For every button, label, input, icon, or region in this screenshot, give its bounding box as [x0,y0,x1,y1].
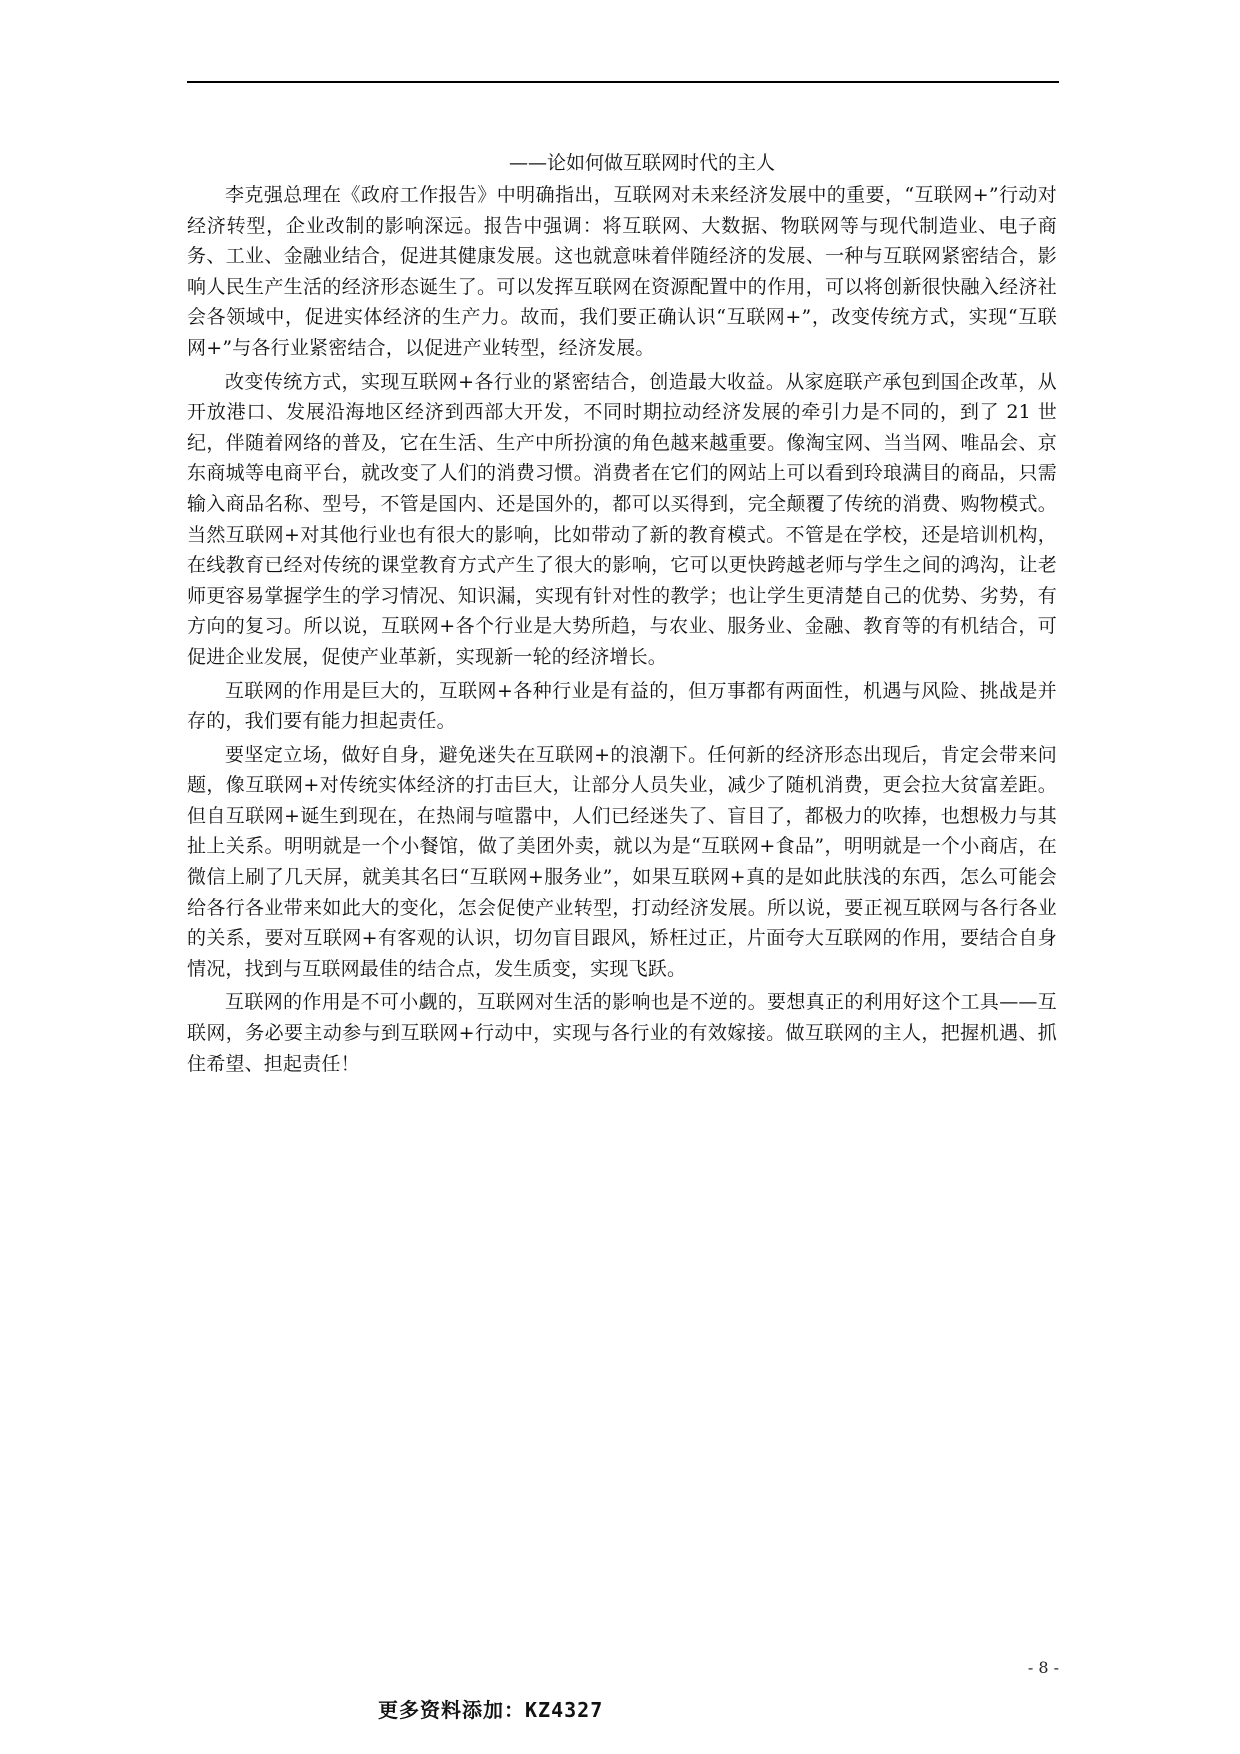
paragraph-2: 改变传统方式，实现互联网+各行业的紧密结合，创造最大收益。从家庭联产承包到国企改革，从开放港口、发展沿海地区经济到西部大开发，不同时期拉动经济发展的牵引力是不同的，到了 21 世纪，伴随着网络的普及，它在生活、生产中所扮演的角色越来越重要。像淘宝网、当当网、唯品会、京东商城等电商平台，就改变了人们的消费习惯。消费者在它们的网站上可以看到玲琅满目的商品，只需输入商品名称、型号，不管是国内、还是国外的，都可以买得到，完全颠覆了传统的消费、购物模式。当然互联网+对其他行业也有很大的影响，比如带动了新的教育模式。不管是在学校，还是培训机构，在线教育已经对传统的课堂教育方式产生了很大的影响，它可以更快跨越老师与学生之间的鸿沟，让老师更容易掌握学生的学习情况、知识漏，实现有针对性的教学；也让学生更清楚自己的优势、劣势，有方向的复习。所以说，互联网+各个行业是大势所趋，与农业、服务业、金融、教育等的有机结合，可促进企业发展，促使产业革新，实现新一轮的经济增长。 [187,370,1057,668]
paragraph-3: 互联网的作用是巨大的，互联网+各种行业是有益的，但万事都有两面性，机遇与风险、挑战是并存的，我们要有能力担起责任。 [187,679,1057,733]
paragraph-5: 互联网的作用是不可小觑的，互联网对生活的影响也是不逆的。要想真正的利用好这个工具——互联网，务必要主动参与到互联网+行动中，实现与各行业的有效嫁接。做互联网的主人，把握机遇、抓住希望、担起责任！ [187,991,1057,1075]
paragraph-4: 要坚定立场，做好自身，避免迷失在互联网+的浪潮下。任何新的经济形态出现后，肯定会带来问题，像互联网+对传统实体经济的打击巨大，让部分人员失业，减少了随机消费，更会拉大贫富差距。但自互联网+诞生到现在，在热闹与喧嚣中，人们已经迷失了、盲目了，都极力的吹捧，也想极力与其扯上关系。明明就是一个小餐馆，做了美团外卖，就以为是“互联网+食品”，明明就是一个小商店，在微信上刷了几天屏，就美其名曰“互联网+服务业”，如果互联网+真的是如此肤浅的东西，怎么可能会给各行各业带来如此大的变化，怎会促使产业转型，打动经济发展。所以说，要正视互联网与各行各业的关系，要对互联网+有客观的认识，切勿盲目跟风，矫枉过正，片面夸大互联网的作用，要结合自身情况，找到与互联网最佳的结合点，发生质变，实现飞跃。 [187,743,1057,980]
paragraph-1: 李克强总理在《政府工作报告》中明确指出，互联网对未来经济发展中的重要，“互联网+”行动对经济转型，企业改制的影响深远。报告中强调：将互联网、大数据、物联网等与现代制造业、电子商务、工业、金融业结合，促进其健康发展。这也就意味着伴随经济的发展、一种与互联网紧密结合，影响人民生产生活的经济形态诞生了。可以发挥互联网在资源配置中的作用，可以将创新很快融入经济社会各领域中，促进实体经济的生产力。故而，我们要正确认识“互联网+”，改变传统方式，实现“互联网+”与各行业紧密结合，以促进产业转型，经济发展。 [187,184,1057,359]
header-rule [187,81,1059,83]
article-body [187,148,1057,1082]
footer-note: 更多资料添加：KZ4327 [378,1698,604,1722]
page-number: - 8 - [1027,1658,1059,1677]
article-subtitle: ——论如何做互联网时代的主人 [508,152,775,174]
